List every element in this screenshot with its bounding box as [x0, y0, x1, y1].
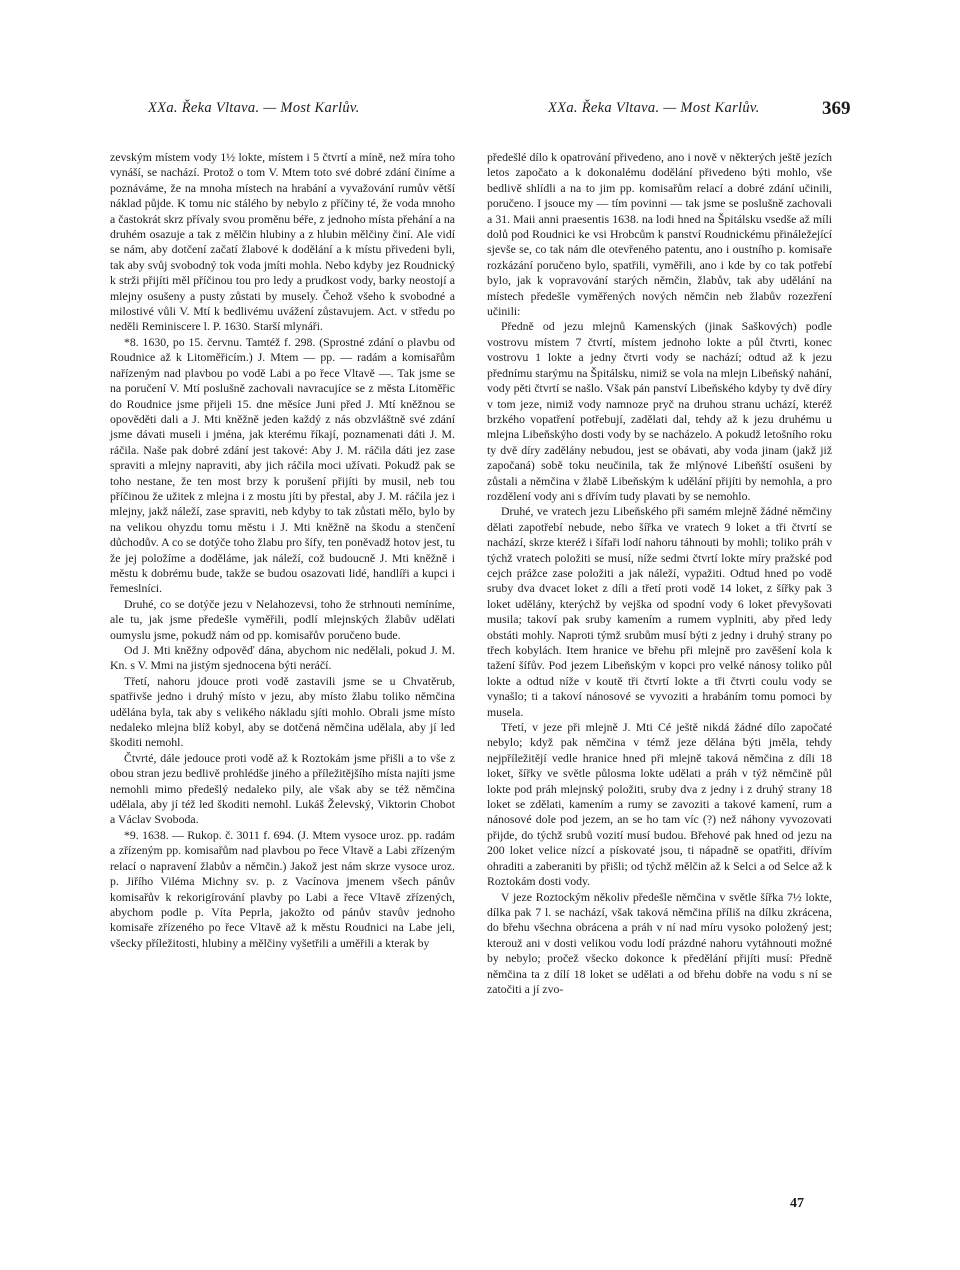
paragraph: V jeze Roztockým několiv předešle němčina v světle šířka 7½ lokte, dílka pak 7 l. se nachází, však taková němčina příliš na dílku zkrácena, do břehu všechna obrácena a práh v ní nad míru vysoko položený jest; kterouž ani v dosti velikou vodu lodí prázdné nahoru vytáhnouti možné by nebylo; pročež všecko dokonce k předělání přijíti musí: Předně němčina ta z dílí 18 loket se udělati a od břehu dobře na vodu s ní se zatočiti a jí zvo- — [487, 889, 832, 996]
paragraph: Předně od jezu mlejnů Kamenských (jinak Saškových) podle vostrovu místem 7 čtvrtí, místem jednoho lokte a půl čtvrti, konec vostrovu 1 lokte a jedny čtvrti vody se nachází; odtud až k jezu přednímu starýmu na Špitálsku, nimiž se vola na mlejn Libeňský nahání, vody pěti čtvrtí se našlo. Však pán panství Libeňského kdyby ty dvě díry v tom jeze, nimiž vody namnoze pryč na druhou stranu uchází, kteréž brzkého vopatření potřebují, zadělati dal, tehdy až k jezu druhému u mlejna Libeňskýho dosti vody by se nacházelo. A pokudž letošního roku ty dvě díry zadělány nebudou, jest se obávati, aby voda jinam (jakž již započaná) sobě toku neučinila, tak že mlýnové Libeňští osušeni by zůstali a němčina v žlabě Libeňským k udělání přijíti by nemohla, a pro rozdělení vody ani s dřívím tudy plavati by se nemohlo. — [487, 319, 832, 503]
signature-mark: 47 — [790, 1196, 804, 1211]
paragraph: zevským místem vody 1½ lokte, místem i 5 čtvrtí a míně, než míra toho vynáší, se nachází. Protož o tom V. Mtem toto své dobré zdání činíme a poznáváme, že na mnoha místech na hrabání a vyvažování rumův větší náklad půjde. K tomu nic stálého by nebylo z příčiny té, že voda mnoho a častokrát skrz přívaly svou proměnu béře, z jednoho místa přehání a na druhém osazuje a tak z mělčin hlubiny a z hlubin mělčiny činí. Ale vidí se nám, aby dotčení začatí žlabové k dodělání a k místu přivedeni byli, tak aby svůj svobodný tok voda jmíti mohla. Nebo kdyby jez Roudnický k strži přijíti měl příčinou tou pro ledy a prudkost vody, barky neostojí a mlejny osušeny a pusty zůstati by musely. Čehož všeho k svobodné a milostivé vůli V. Mtí k bedlivému uvážení zůstavujem. Act. v středu po neděli Reminiscere l. P. 1630. Starší mlynáři. — [110, 150, 455, 334]
running-header-right: XXa. Řeka Vltava. — Most Karlův. — [548, 100, 760, 116]
page-number: 369 — [822, 98, 851, 119]
paragraph: *9. 1638. — Rukop. č. 3011 f. 694. (J. Mtem vysoce uroz. pp. radám a zřízeným pp. komisařům nad plavbou po řece Vltavě a Labi zřízeným relací o napravení žlabův a němčin.) Jakož jest nám skrze vysoce uroz. p. Jiřího Viléma Michny sv. p. z Vacínova jmenem všech pánův komisařův k rekorigírování plavby po Labi a řece Vltavě zřízených, abychom podle p. Víta Peprla, jakožto od pánův stavův jednoho komisaře zřízeného po řece Vltavě až k městu Roudnici na Labe jeli, všecky příležitosti, hlubiny a mělčiny vyšetřili a uměřili a kterak by — [110, 827, 455, 950]
paragraph: *8. 1630, po 15. červnu. Tamtéž f. 298. (Sprostné zdání o plavbu od Roudnice až k Litoměřicím.) J. Mtem — pp. — radám a komisařům nařízeným nad plavbou po vodě Labi a po řece Vltavě —. Tak jsme se na poručení V. Mtí poslušně zachovali navracujíce se z města Litoměřic do Roudnice jsme přijeli 15. dne měsíce Juni před J. Mtí kněžnou se opověděti dali a J. Mti kněžně jeden každý z nás obzvláštně své zdání jsme dávati museli i jména, jak kterému říkají, poznamenati dáti J. M. ráčila. Naše pak dobré zdání jest takové: Aby J. M. ráčila dáti jez zase spraviti a mlejny napraviti, aby jich ráčila moci užívati. Pokudž pak se toho nestane, že ten most brzy k porušení přijíti by musil, neb tou příčinou že užitek z mlejna i z mostu jíti by přestal, aby J. M. ráčila jez i mlejny, jakž náleží, zase spraviti, neb kdyby to tak zůstati mělo, bylo by na velikou ohyzdu tomu městu i J. Mti kněžně na škodu a stenčení důchodův. A co se dotýče toho žlabu pro šífy, ten poněvadž hotov jest, tu že jej položíme a doděláme, jak náleží, což budoucně J. Mti kněžně i městu k dobrému bude, takže se budou osazovati lidé, handlíři a kupci i řemeslníci. — [110, 334, 455, 596]
left-column — [110, 150, 455, 951]
paragraph: předešlé dílo k opatrování přivedeno, ano i nově v některých ještě jezích letos započato a k dokonalému dodělání přivedeno býti mohlo, vše bedlivě shlídli a na to jim pp. komisařům relací a dobré zdání učinili, poručeno. I jsouce my — tím povinni — tak jsme se poslušně zachovali a 31. Maii anni praesentis 1638. na lodi hned na Špitálsku vsedše až míli dolů pod Roudnici ke vsi Hrobcům k panství Roudnickému přináležející sjevše se, co tak nám dle otevřeného patentu, ano i oustního p. komisaře rozkázání poručeno bylo, spatřili, vyměřili, ano i kde by co tak potřebí bylo, jak k vopravování starých němčin, žlabův, tak aby udělání na místech předešle vyměřených nových němčin neb žlabův rozezření učinili: — [487, 150, 832, 319]
paragraph: Druhé, ve vratech jezu Libeňského při samém mlejně žádné němčiny dělati zapotřebí nebude, nebo šířka ve vratech 9 loket a tři čtvrtí se nachází, skrze kteréž i šífaři lodí nahoru táhnouti by mohli; toliko práh v týchž vratech položiti se musí, níže sedmi čtvrtí lokte míry pražské pod cejch prážce zase položiti a jak náleží, vypažiti. Odtud hned po vodě sruby dva dvacet loket z díli a třetí proti vodě 14 loket, z šířky pak 3 loket udělány, kterýchž by vejška od spodní vody 6 loket převyšovati musila; takoví pak sruby kamením a rumem vyplniti, aby před ledy obstáti mohly. Naproti týmž srubům musí býti z jedny i druhý strany po třech kobylách. Item hranice ve břehu při mlejně pro zavěšení kola k tažení šífův. Pod jezem Libeňským v kopci pro velké nánosy toliko půl lokte a odtud níže v koutě tři čtvrtí lokte a tři čtvrti coulu vody se vynašlo; ti a takoví nánosové se vyvoziti a hrabáním tomu pomoci by musela. — [487, 504, 832, 719]
paragraph: Druhé, co se dotýče jezu v Nelahozevsi, toho že strhnouti nemíníme, ale tu, jak jsme předešle vyměřili, podlí mlejnských žlabův udělati oumyslu jsme, pokudž nám od pp. komisařův poručeno bude. — [110, 596, 455, 642]
running-header-left: XXa. Řeka Vltava. — Most Karlův. — [148, 100, 360, 116]
paragraph: Třetí, v jeze při mlejně J. Mti Cé ještě nikdá žádné dílo započaté nebylo; když pak němčina v témž jeze dělána býti jměla, tehdy nejpříležitějí vedle hranice hned při mlejně taková němčina z díli 18 loket, šířky ve světle půlosma lokte udělati a práh v týž němčině půl lokte pod práh mlejnský položiti, sruby dva z jedny i z druhý strany 18 loket se zdělati, kamením a rumy se zavoziti a takové kamení, rum a nánosové dole pod jezem, an se ho tam víc (?) než náhony vyvozovati přijde, do týchž srubů vozití musí budou. Břehové pak hned od jezu na 200 loket velice nízcí a pískovaté jsou, ti nápadně se opatřiti, dřívím ohraditi a zaberaniti by přišli; od týchž mělčin až k Selci a od Selce až k Roztokám dosti vody. — [487, 720, 832, 889]
paragraph: Třetí, nahoru jdouce proti vodě zastavili jsme se u Chvatěrub, spatřivše jedno i druhý místo v jezu, aby místo žlabu toliko němčina udělána byla, tak aby s velikého nákladu sjíti mohlo. Obrali jsme místo nedaleko mlejna blíž kobyl, aby se dotčená němčina udělala, aby jí led škoditi nemohl. — [110, 673, 455, 750]
paragraph: Čtvrté, dále jedouce proti vodě až k Roztokám jsme přišli a to vše z obou stran jezu bedlivě prohlédše jiného a příležitějšího místa najíti jsme nemohli mimo předešlý nedaleko pily, ale však aby se též němčina udělala, aby jí též led škoditi nemohl. Lukáš Želevský, Viktorin Chobot a Václav Svoboda. — [110, 750, 455, 827]
paragraph: Od J. Mti kněžny odpověď dána, abychom nic nedělali, pokud J. M. Kn. s V. Mmi na jistým sjednocena býti neráčí. — [110, 643, 455, 673]
right-column — [487, 150, 832, 997]
